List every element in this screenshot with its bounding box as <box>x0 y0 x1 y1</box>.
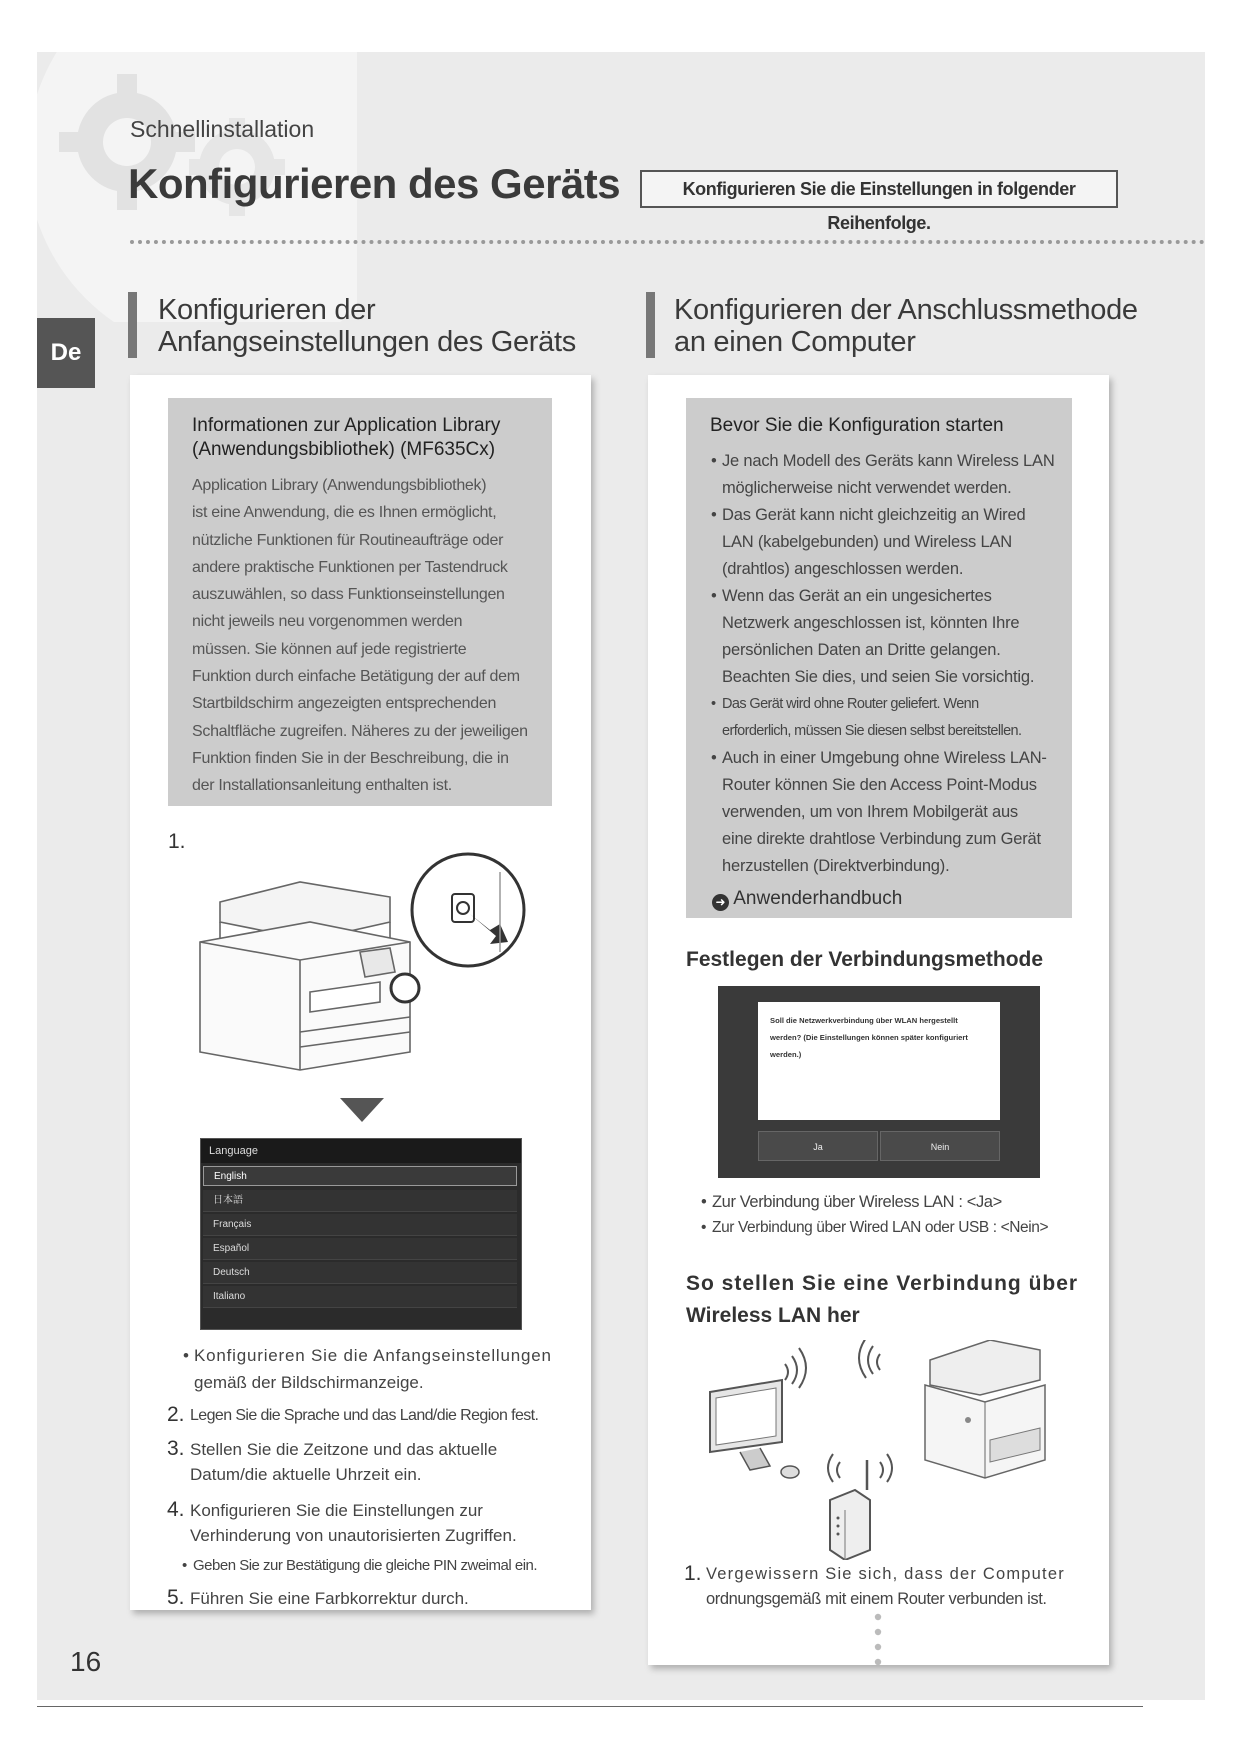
section-subtitle: Schnellinstallation <box>130 116 315 142</box>
left-bullet-line2: gemäß der Bildschirmanzeige. <box>194 1373 424 1392</box>
instruction-box: Konfigurieren Sie die Einstellungen in folgender Reihenfolge. <box>640 170 1118 208</box>
bullet-line: Beachten Sie dies, und seien Sie vorsichtig. <box>722 668 1035 686</box>
right-step1-number: 1. <box>684 1562 702 1585</box>
info-body <box>192 472 548 800</box>
printer-device-icon <box>925 1340 1045 1478</box>
bullet-line: • Das Gerät wird ohne Router geliefert. Wenn <box>722 691 1068 718</box>
step1-number: 1. <box>168 830 186 853</box>
continuation-dots-icon <box>872 1612 884 1666</box>
step4-note-text: • Geben Sie zur Bestätigung die gleiche PIN zweimal ein. <box>193 1552 537 1579</box>
wireless-connection-heading <box>686 1268 1078 1332</box>
left-heading-bar <box>128 292 137 358</box>
wireless-heading-line2: Wireless LAN her <box>686 1304 860 1327</box>
bullet-line: • Auch in einer Umgebung ohne Wireless LAN- <box>722 745 1068 772</box>
dialog-message-area <box>758 1002 1000 1120</box>
bullet-line: persönlichen Daten an Dritte gelangen. <box>722 641 1001 659</box>
step2-text: Legen Sie die Sprache und das Land/die Region fest. <box>190 1407 539 1424</box>
bottom-rule <box>37 1706 1143 1707</box>
arrow-right-circle-icon: ➜ <box>712 894 729 911</box>
info-line: ist eine Anwendung, die es Ihnen ermöglicht, <box>192 504 497 522</box>
right-heading-bar <box>646 292 655 358</box>
bullet-line: • Je nach Modell des Geräts kann Wireless LAN <box>722 448 1068 475</box>
wifi-note: • Zur Verbindung über Wireless LAN : <Ja> <box>712 1190 1048 1215</box>
bullet-line: erforderlich, müssen Sie diesen selbst bereitstellen. <box>722 723 1022 739</box>
step5-number: 5. <box>167 1586 185 1609</box>
application-library-info <box>168 398 552 806</box>
info-line: müssen. Sie können auf jede registrierte <box>192 640 467 658</box>
connection-method-heading: Festlegen der Verbindungsmethode <box>686 948 1044 971</box>
info-title-line2: (Anwendungsbibliothek) (MF635Cx) <box>192 439 496 460</box>
left-bullet-initial-settings <box>194 1342 564 1396</box>
manual-link-text[interactable]: Anwenderhandbuch <box>733 888 903 909</box>
left-heading <box>158 294 576 358</box>
left-heading-line1: Konfigurieren der <box>158 294 376 326</box>
dialog-line: werden.) <box>770 1050 802 1059</box>
printer-icon <box>190 842 550 1072</box>
bullet-line: möglicherweise nicht verwendet werden. <box>722 479 1012 497</box>
step3-text <box>190 1437 497 1487</box>
wired-note: • Zur Verbindung über Wired LAN oder USB : <Nein> <box>712 1215 1048 1240</box>
step4-note <box>193 1552 537 1579</box>
step4-number: 4. <box>167 1498 185 1521</box>
dialog-line: werden? (Die Einstellungen können später konfiguriert <box>770 1033 968 1042</box>
bullet-line: eine direkte drahtlose Verbindung zum Gerät <box>722 830 1041 848</box>
page-number: 16 <box>70 1646 102 1677</box>
step3-line2: Datum/die aktuelle Uhrzeit ein. <box>190 1465 422 1484</box>
before-configuration-info <box>686 398 1072 918</box>
step5-text: Führen Sie eine Farbkorrektur durch. <box>190 1589 469 1608</box>
bullet-line: (drahtlos) angeschlossen werden. <box>722 560 964 578</box>
page-title: Konfigurieren des Geräts <box>128 160 621 207</box>
bullet-line: herzustellen (Direktverbindung). <box>722 857 950 875</box>
bullet-line: • Wenn das Gerät an ein ungesichertes <box>722 583 1068 610</box>
right-step1-line1: Vergewissern Sie sich, dass der Computer <box>706 1565 1065 1583</box>
manual-reference[interactable] <box>712 888 902 911</box>
left-bullet-line1: • Konfigurieren Sie die Anfangseinstellungen <box>194 1342 564 1369</box>
info-line: der Installationsanleitung enthalten ist. <box>192 777 452 795</box>
right-heading-line2: an einen Computer <box>674 326 916 358</box>
dotted-divider <box>130 240 1205 244</box>
step3-line1: Stellen Sie die Zeitzone und das aktuelle <box>190 1440 498 1459</box>
info-title <box>192 414 542 462</box>
step2-number: 2. <box>167 1403 185 1426</box>
bullet-line: LAN (kabelgebunden) und Wireless LAN <box>722 533 1012 551</box>
info-line: Funktion durch einfache Betätigung der auf dem <box>192 668 520 686</box>
language-selection-screen <box>200 1138 522 1330</box>
language-option-italian[interactable]: Italiano <box>203 1286 517 1308</box>
wireless-heading-line1: So stellen Sie eine Verbindung über <box>686 1272 1079 1295</box>
right-heading-line1: Konfigurieren der Anschlussmethode <box>674 294 1138 326</box>
language-option-french[interactable]: Français <box>203 1214 517 1236</box>
dialog-line: Soll die Netzwerkverbindung über WLAN hergestellt <box>770 1016 958 1025</box>
info-line: Application Library (Anwendungsbibliothek) <box>192 477 487 494</box>
bullet-line: Router können Sie den Access Point-Modus <box>722 776 1037 794</box>
step4-text <box>190 1498 517 1548</box>
info-line: Startbildschirm angezeigten entsprechenden <box>192 695 497 713</box>
router-icon <box>830 1460 870 1560</box>
right-step1-text <box>706 1562 1065 1612</box>
left-heading-line2: Anfangseinstellungen des Geräts <box>158 326 576 358</box>
step4-line2: Verhinderung von unautorisierten Zugriffen. <box>190 1526 517 1545</box>
info-line: Funktion finden Sie in der Beschreibung, die in <box>192 749 509 767</box>
before-config-title: Bevor Sie die Konfiguration starten <box>710 415 1004 436</box>
yes-button[interactable]: Ja <box>758 1131 878 1161</box>
step3-number: 3. <box>167 1437 185 1460</box>
info-title-line1: Informationen zur Application Library <box>192 415 501 436</box>
info-line: nützliche Funktionen für Routineaufträge oder <box>192 531 504 549</box>
info-line: nicht jeweils neu vorgenommen werden <box>192 613 463 631</box>
right-heading <box>674 294 1138 358</box>
language-option-japanese[interactable]: 日本語 <box>203 1190 517 1212</box>
right-step1-line2: ordnungsgemäß mit einem Router verbunden ist. <box>706 1590 1047 1608</box>
bullet-line: • Das Gerät kann nicht gleichzeitig an Wired <box>722 502 1068 529</box>
connection-notes <box>712 1190 1048 1240</box>
info-line: Schaltfläche zugreifen. Näheres zu der jeweiligen <box>192 722 528 740</box>
info-line: auszuwählen, so dass Funktionseinstellungen <box>192 586 505 604</box>
dialog-message <box>770 1012 996 1063</box>
language-option-spanish[interactable]: Español <box>203 1238 517 1260</box>
wireless-network-illustration <box>700 1340 1080 1560</box>
wlan-dialog-screen <box>718 986 1040 1178</box>
no-button[interactable]: Nein <box>880 1131 1000 1161</box>
computer-monitor-icon <box>710 1380 799 1478</box>
down-arrow-icon <box>340 1098 384 1124</box>
before-config-bullets <box>722 448 1068 880</box>
language-tab: De <box>37 318 95 388</box>
language-option-english[interactable]: English <box>203 1166 517 1186</box>
bullet-line: verwenden, um von Ihrem Mobilgerät aus <box>722 803 1018 821</box>
language-screen-title: Language <box>201 1139 521 1163</box>
bullet-line: Netzwerk angeschlossen ist, könnten Ihre <box>722 614 1020 632</box>
info-line: andere praktische Funktionen per Tastendruck <box>192 558 508 576</box>
step4-line1: Konfigurieren Sie die Einstellungen zur <box>190 1501 483 1520</box>
language-option-german[interactable]: Deutsch <box>203 1262 517 1284</box>
